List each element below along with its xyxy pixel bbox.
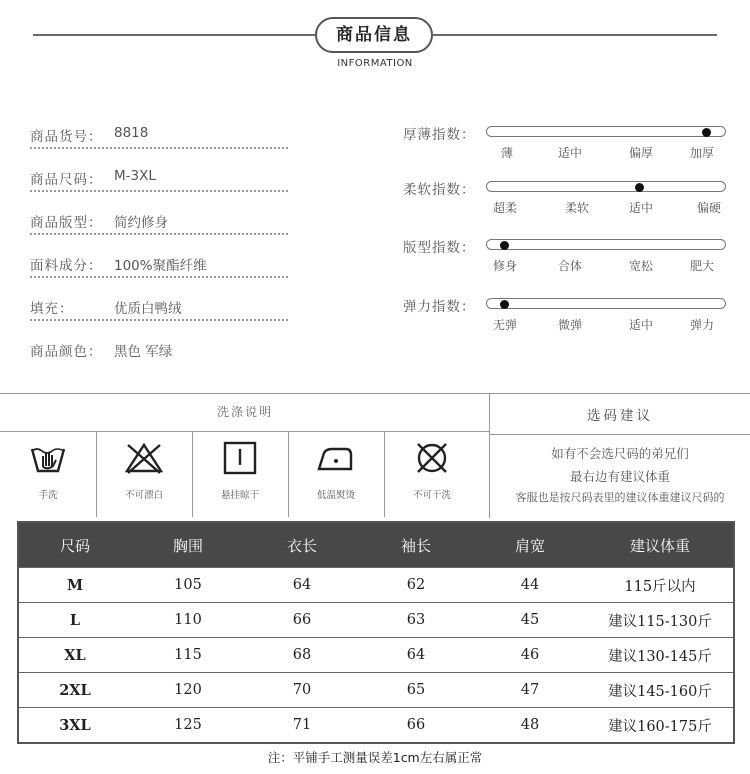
table-cell: 47 [473,673,587,708]
column-header: 袖长 [359,522,473,568]
wash-item-hand-wash [0,431,97,517]
info-row-item-no [30,125,290,169]
info-row-filling [30,297,290,341]
table-cell: 65 [359,673,473,708]
table-cell: 48 [473,708,587,744]
size-chart-table [17,521,735,744]
info-value: 100%聚酯纤维 [114,258,207,274]
index-knob [500,300,509,309]
wash-item-no-dry-clean [384,431,489,517]
table-cell: 建议160-175斤 [587,708,734,744]
no-bleach-icon [124,441,164,475]
info-row-color [30,340,290,384]
index-track [486,239,726,250]
table-row [18,568,734,603]
index-label: 版型指数： [403,240,476,256]
table-cell: 建议145-160斤 [587,673,734,708]
elasticity-index [403,295,733,345]
wash-label: 不可干洗 [412,490,451,501]
dotted-divider [30,276,288,278]
table-cell: 3XL [18,708,131,744]
softness-index [403,178,733,228]
index-tick: 偏厚 [629,146,654,160]
info-value: 黑色 军绿 [114,344,173,360]
hand-wash-icon [28,441,68,475]
dotted-divider [30,319,288,321]
wash-label: 手洗 [38,490,58,501]
table-cell: 64 [245,568,359,603]
table-cell: M [18,568,131,603]
info-value: M-3XL [114,168,156,184]
size-advice-line: 最右边有建议体重 [569,469,670,484]
index-label: 弹力指数： [403,299,476,315]
index-tick: 弹力 [690,318,715,332]
table-row [18,638,734,673]
fit-index [403,236,733,286]
table-cell: 120 [131,673,245,708]
info-row-size [30,168,290,212]
dotted-divider [30,147,288,149]
index-knob [500,241,509,250]
table-cell: 63 [359,603,473,638]
size-advice-line: 客服也是按尺码表里的建议体重建议尺码的 [515,491,725,504]
size-advice-title: 选码建议 [587,408,653,424]
index-tick: 薄 [501,146,514,160]
info-label: 商品尺码： [30,172,103,188]
index-track [486,298,726,309]
index-tick: 超柔 [493,201,518,215]
table-cell: 115斤以内 [587,568,734,603]
wash-item-hang-dry [192,431,289,517]
table-header-row [18,522,734,568]
info-label: 商品版型： [30,215,103,231]
table-cell: 68 [245,638,359,673]
header-line-right [433,34,717,36]
table-cell: L [18,603,131,638]
info-value: 优质白鸭绒 [114,301,182,317]
table-cell: 66 [359,708,473,744]
table-cell: 110 [131,603,245,638]
wash-item-no-bleach [96,431,193,517]
thickness-index [403,123,733,173]
table-cell: 建议130-145斤 [587,638,734,673]
table-cell: 66 [245,603,359,638]
index-tick: 偏硬 [697,201,722,215]
column-header: 衣长 [245,522,359,568]
table-cell: 115 [131,638,245,673]
dotted-divider [30,233,288,235]
table-cell: 62 [359,568,473,603]
info-label: 商品颜色： [30,344,103,360]
table-cell: 64 [359,638,473,673]
index-knob [702,128,711,137]
index-tick: 适中 [629,201,654,215]
info-value: 简约修身 [114,215,168,231]
table-cell: XL [18,638,131,673]
index-label: 厚薄指数： [403,127,476,143]
index-tick: 适中 [629,318,654,332]
index-tick: 肥大 [690,259,715,273]
index-track [486,181,726,192]
no-dry-clean-icon [412,441,452,475]
info-row-fit [30,211,290,255]
size-advice-line: 如有不会选尺码的弟兄们 [551,446,689,461]
index-tick: 加厚 [690,146,715,160]
table-cell: 70 [245,673,359,708]
wash-title: 洗涤说明 [216,405,273,419]
index-tick: 柔软 [565,201,590,215]
table-cell: 45 [473,603,587,638]
index-tick: 宽松 [629,259,654,273]
table-cell: 105 [131,568,245,603]
table-cell: 71 [245,708,359,744]
size-advice-divider [490,434,750,435]
info-label: 商品货号： [30,129,103,145]
table-cell: 2XL [18,673,131,708]
page-title: 商品信息 [315,17,433,53]
column-header: 建议体重 [587,522,734,568]
column-header: 尺码 [18,522,131,568]
column-header: 胸围 [131,522,245,568]
table-cell: 46 [473,638,587,673]
index-tick: 修身 [493,259,518,273]
column-header: 肩宽 [473,522,587,568]
table-row [18,673,734,708]
index-knob [635,183,644,192]
care-panel [0,393,750,518]
index-tick: 适中 [558,146,583,160]
wash-label: 悬挂晾干 [220,490,259,501]
index-label: 柔软指数： [403,182,476,198]
info-label: 面料成分： [30,258,103,274]
measurement-note: 注：平铺手工测量误差1cm左右属正常 [267,750,483,765]
info-label: 填充： [30,301,74,317]
hang-dry-icon [220,441,260,475]
table-row [18,708,734,744]
index-tick: 合体 [558,259,583,273]
wash-label: 低温熨烫 [316,490,355,501]
table-row [18,603,734,638]
wash-item-low-iron [288,431,385,517]
low-iron-icon [316,441,356,475]
info-value: 8818 [114,125,149,141]
index-tick: 微弹 [558,318,583,332]
page-subtitle: INFORMATION [337,58,413,69]
table-cell: 建议115-130斤 [587,603,734,638]
index-tick: 无弹 [493,318,518,332]
dotted-divider [30,190,288,192]
wash-label: 不可漂白 [124,490,163,501]
table-cell: 44 [473,568,587,603]
info-row-fabric [30,254,290,298]
table-cell: 125 [131,708,245,744]
index-track [486,126,726,137]
header-line-left [33,34,315,36]
